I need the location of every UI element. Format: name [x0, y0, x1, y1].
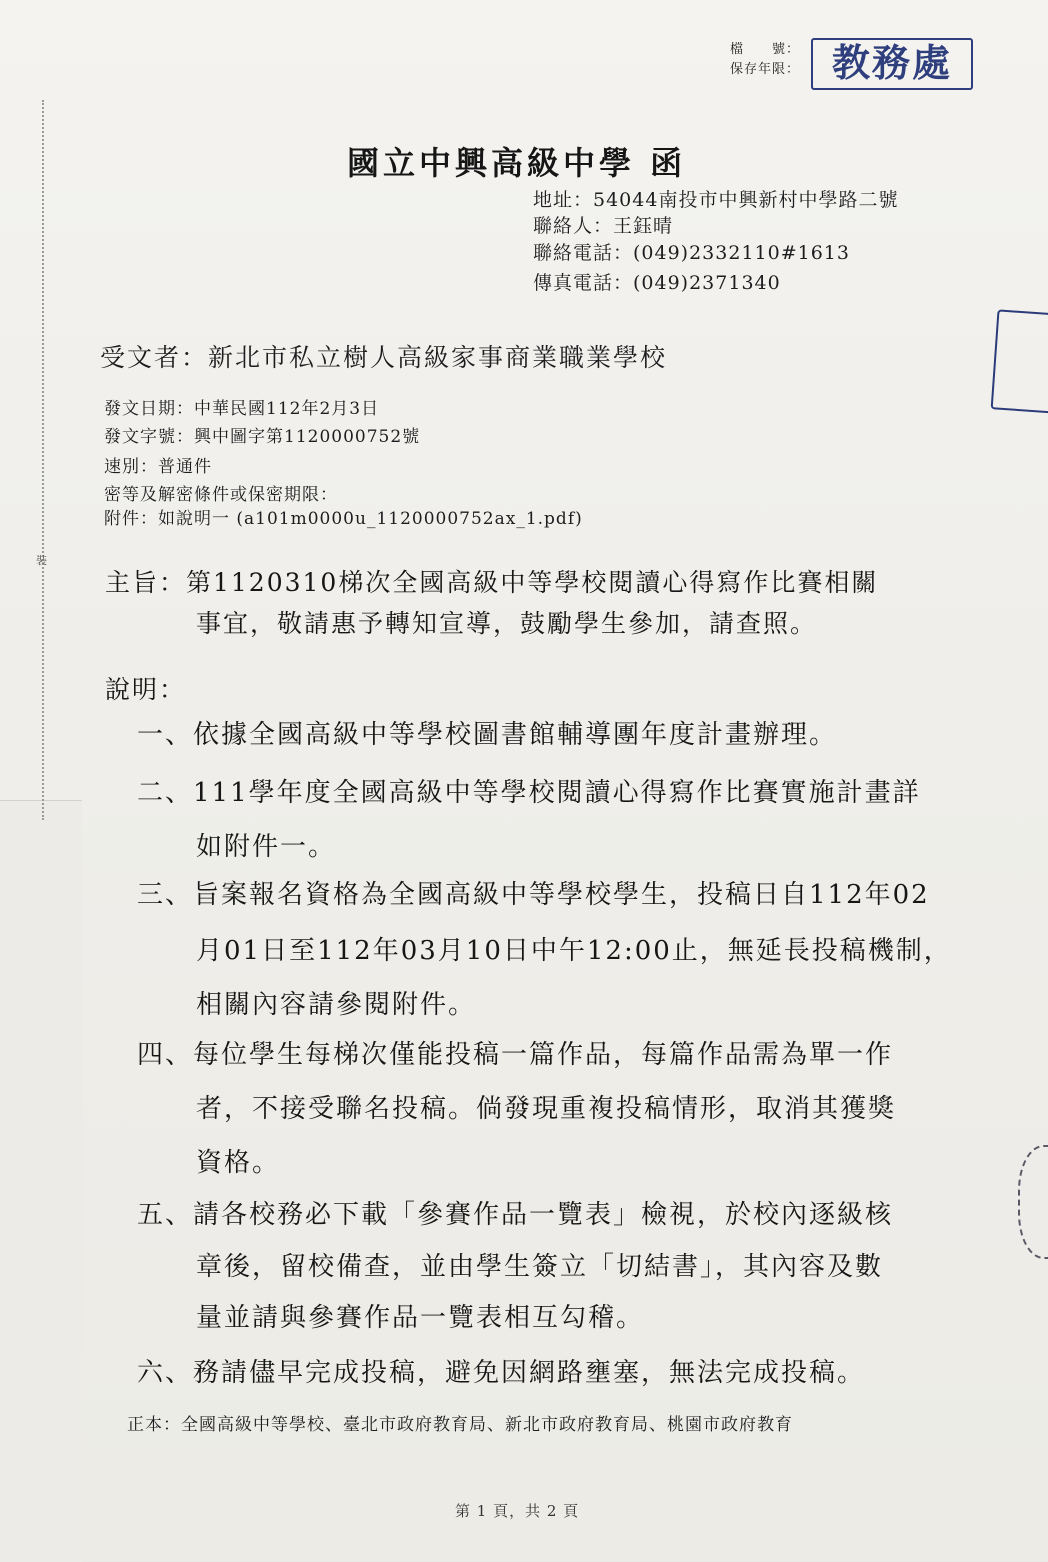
- file-number-label: 檔 號：: [730, 42, 801, 57]
- explanation-item-6: 六、務請儘早完成投稿，避免因網路壅塞，無法完成投稿。: [137, 1358, 866, 1388]
- recipient-line: 受文者：新北市私立樹人高級家事商業職業學校: [100, 343, 668, 372]
- explanation-item-4-line-3: 資格。: [196, 1148, 281, 1178]
- document-number: 發文字號：興中圖字第1120000752號: [104, 427, 421, 447]
- explanation-item-2-line-2: 如附件一。: [196, 832, 337, 862]
- subject-line-1: 主旨：第1120310梯次全國高級中等學校閱讀心得寫作比賽相關: [105, 568, 879, 597]
- explanation-item-3-line-1: 三、旨案報名資格為全國高級中等學校學生，投稿日自112年02: [137, 880, 930, 910]
- phone-line: 聯絡電話：(049)2332110#1613: [533, 242, 850, 264]
- explanation-item-4-line-2: 者，不接受聯名投稿。倘發現重複投稿情形，取消其獲獎: [196, 1094, 897, 1124]
- explanation-item-2-line-1: 二、111學年度全國高級中等學校閱讀心得寫作比賽實施計畫詳: [137, 778, 921, 808]
- delivery-speed: 速別：普通件: [104, 457, 212, 477]
- address-line: 地址：54044南投市中興新村中學路二號: [533, 189, 899, 211]
- page-number: 第 1 頁，共 2 頁: [455, 1502, 580, 1520]
- cc-line: 正本：全國高級中等學校、臺北市政府教育局、新北市政府教育局、桃園市政府教育: [127, 1415, 793, 1435]
- attachment-line: 附件：如說明一 (a101m0000u_1120000752ax_1.pdf): [104, 509, 583, 529]
- explanation-item-5-line-1: 五、請各校務必下載「參賽作品一覽表」檢視，於校內逐級核: [137, 1200, 894, 1230]
- retention-period-label: 保存年限：: [730, 62, 801, 77]
- secrecy-level: 密等及解密條件或保密期限：: [104, 485, 338, 505]
- subject-line-2: 事宜，敬請惠予轉知宣導，鼓勵學生參加，請查照。: [196, 609, 818, 638]
- underlying-sheet: [0, 800, 82, 1562]
- explanation-item-4-line-1: 四、每位學生每梯次僅能投稿一篇作品，每篇作品需為單一作: [137, 1040, 894, 1070]
- explanation-item-5-line-3: 量並請與參賽作品一覽表相互勾稽。: [196, 1303, 645, 1333]
- receipt-stamp-partial: [991, 309, 1048, 414]
- academic-affairs-stamp: 教務處: [811, 38, 973, 90]
- explanation-item-5-line-2: 章後，留校備查，並由學生簽立「切結書」，其內容及數: [196, 1252, 884, 1282]
- explanation-item-3-line-2: 月01日至112年03月10日中午12:00止，無延長投稿機制，: [196, 936, 952, 966]
- binding-mark: 裝: [36, 554, 47, 567]
- document-title: 國立中興高級中學 函: [347, 144, 687, 182]
- explanation-item-1: 一、依據全國高級中等學校圖書館輔導團年度計畫辦理。: [137, 720, 838, 750]
- fax-line: 傳真電話：(049)2371340: [533, 272, 781, 294]
- issue-date: 發文日期：中華民國112年2月3日: [104, 399, 380, 419]
- explanation-item-3-line-3: 相關內容請參閱附件。: [196, 990, 477, 1020]
- contact-person-line: 聯絡人：王鈺晴: [533, 215, 674, 237]
- binding-dotted-line: [42, 100, 44, 820]
- explanation-heading: 說明：: [105, 675, 187, 704]
